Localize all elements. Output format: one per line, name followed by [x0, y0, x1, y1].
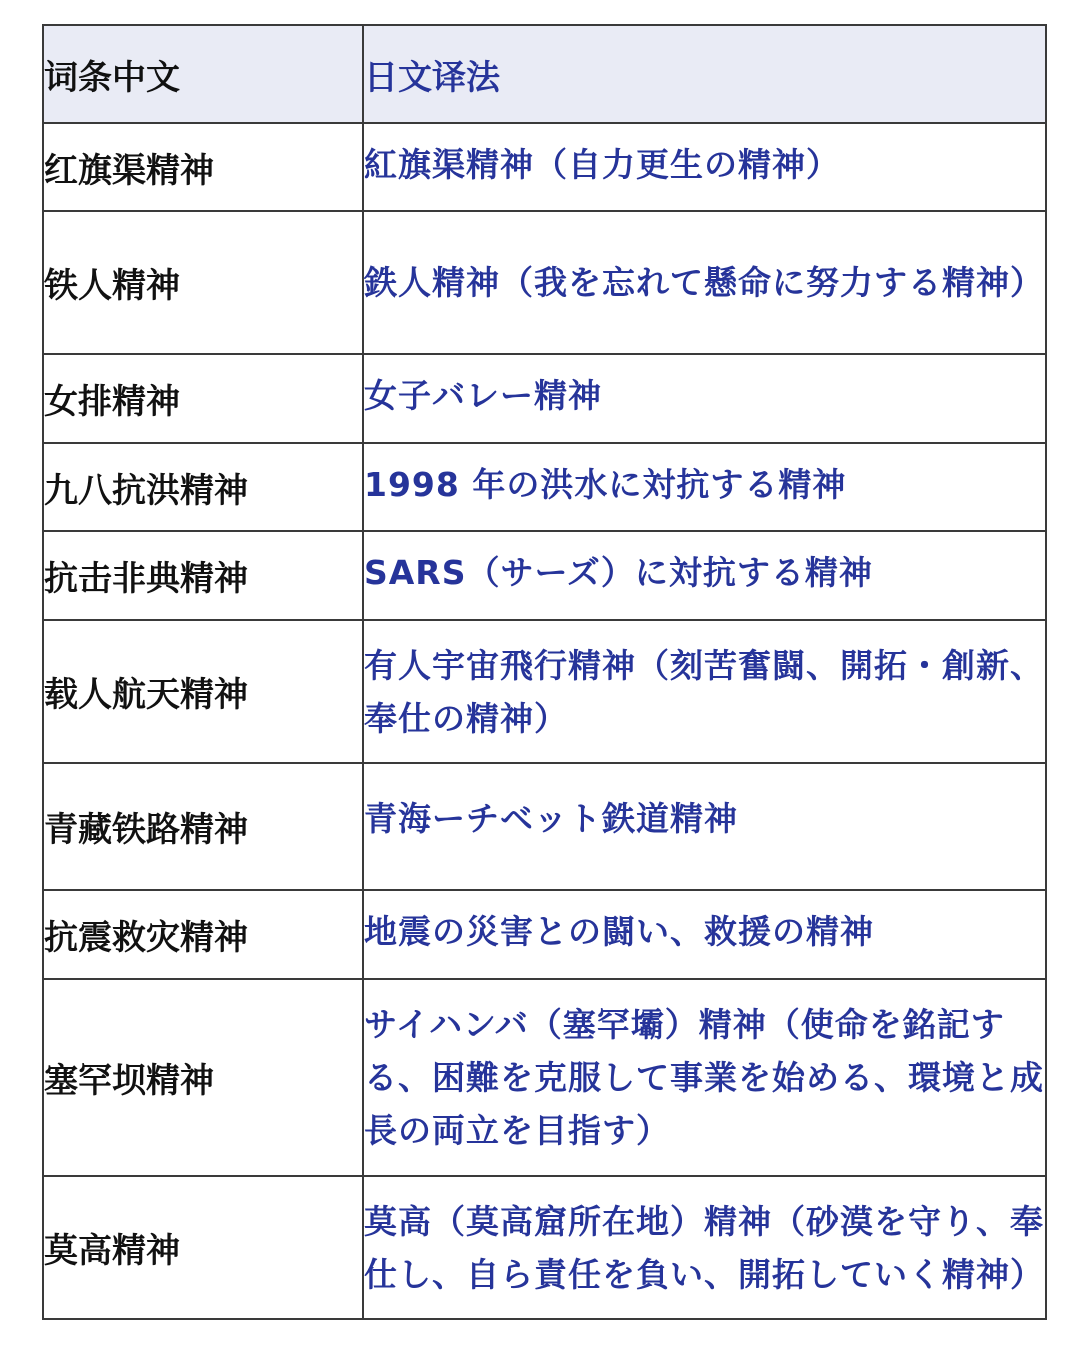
term-chinese: 铁人精神 — [43, 211, 363, 354]
table-row — [43, 620, 1046, 763]
term-japanese: 鉄人精神（我を忘れて懸命に努力する精神） — [363, 211, 1046, 354]
column-header-japanese: 日文译法 — [363, 25, 1046, 123]
table-row — [43, 531, 1046, 620]
term-chinese: 九八抗洪精神 — [43, 443, 363, 531]
term-chinese: 红旗渠精神 — [43, 123, 363, 211]
term-japanese: サイハンバ（塞罕壩）精神（使命を銘記する、困難を克服して事業を始める、環境と成長の両立を目指す） — [363, 979, 1046, 1176]
term-japanese: 地震の災害との闘い、救援の精神 — [363, 890, 1046, 979]
term-japanese: 1998 年の洪水に対抗する精神 — [363, 443, 1046, 531]
table-row — [43, 123, 1046, 211]
glossary-table — [42, 24, 1047, 1320]
term-japanese: 女子バレー精神 — [363, 354, 1046, 443]
column-header-chinese: 词条中文 — [43, 25, 363, 123]
table-row — [43, 1176, 1046, 1319]
term-chinese: 莫高精神 — [43, 1176, 363, 1319]
table-row — [43, 354, 1046, 443]
term-japanese: 莫高（莫高窟所在地）精神（砂漠を守り、奉仕し、自ら責任を負い、開拓していく精神） — [363, 1176, 1046, 1319]
table-row — [43, 443, 1046, 531]
term-japanese: 青海ーチベット鉄道精神 — [363, 763, 1046, 890]
term-chinese: 塞罕坝精神 — [43, 979, 363, 1176]
term-chinese: 青藏铁路精神 — [43, 763, 363, 890]
term-japanese: 紅旗渠精神（自力更生の精神） — [363, 123, 1046, 211]
term-chinese: 载人航天精神 — [43, 620, 363, 763]
table-row — [43, 211, 1046, 354]
term-chinese: 抗震救灾精神 — [43, 890, 363, 979]
term-japanese: SARS（サーズ）に対抗する精神 — [363, 531, 1046, 620]
table-row — [43, 890, 1046, 979]
term-chinese: 抗击非典精神 — [43, 531, 363, 620]
table-row — [43, 763, 1046, 890]
table-row — [43, 979, 1046, 1176]
term-japanese: 有人宇宙飛行精神（刻苦奮闘、開拓・創新、奉仕の精神） — [363, 620, 1046, 763]
term-chinese: 女排精神 — [43, 354, 363, 443]
table-header-row — [43, 25, 1046, 123]
